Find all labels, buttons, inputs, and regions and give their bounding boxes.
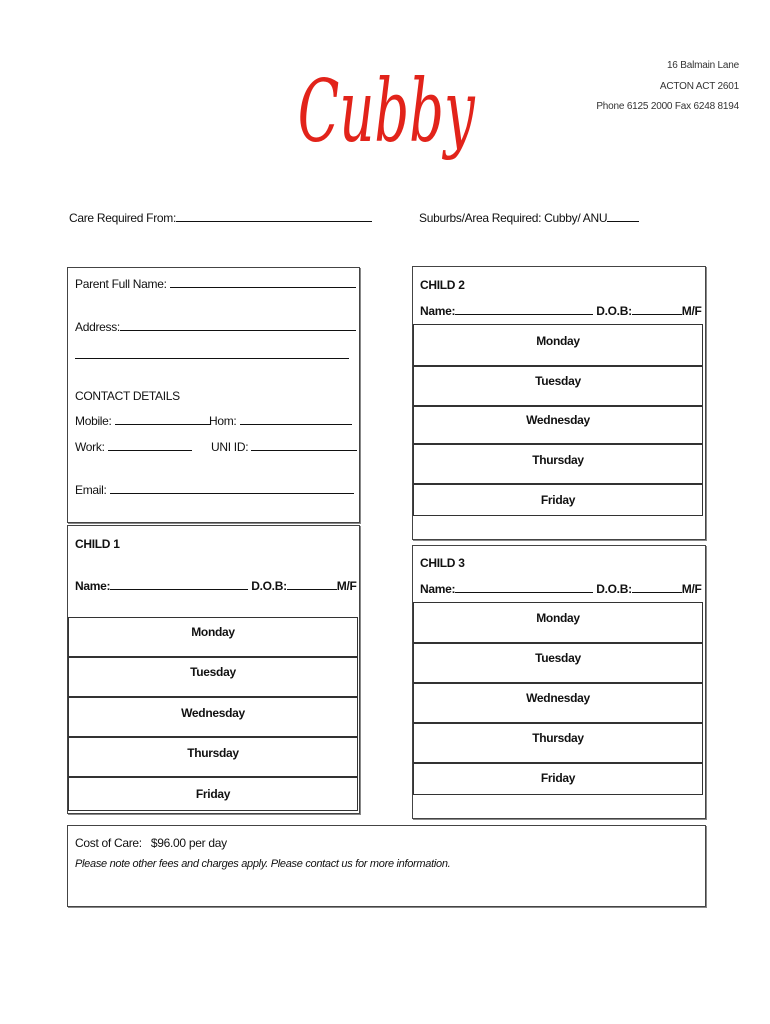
child-3-monday[interactable]	[413, 602, 703, 643]
child-2-wednesday[interactable]	[413, 406, 703, 444]
child-1-wednesday[interactable]	[68, 697, 358, 737]
day-label: Monday	[191, 625, 235, 639]
child-3-dob-blank[interactable]	[632, 582, 682, 593]
email-field[interactable]	[75, 483, 354, 497]
home-blank[interactable]	[240, 414, 352, 425]
suburbs-label: Suburbs/Area Required: Cubby/ ANU	[419, 211, 608, 225]
address-field[interactable]	[75, 320, 356, 334]
cost-label: Cost of Care:	[75, 836, 142, 850]
child-2-dob-label: D.O.B:	[596, 304, 632, 318]
child-2-mf[interactable]: M/F	[681, 304, 702, 318]
child-3-title: CHILD 3	[420, 556, 465, 570]
child-2-name-blank[interactable]	[455, 304, 593, 315]
home-label: Hom:	[209, 414, 237, 428]
child-3-wednesday[interactable]	[413, 683, 703, 723]
day-label: Wednesday	[526, 691, 590, 705]
cost-value: $96.00 per day	[150, 836, 227, 850]
parent-full-name-field[interactable]	[75, 277, 356, 291]
day-label: Thursday	[187, 746, 239, 760]
child-1-thursday[interactable]	[68, 737, 358, 777]
child-2-friday[interactable]	[413, 484, 703, 516]
parent-full-name-blank[interactable]	[170, 277, 356, 288]
child-2-tuesday[interactable]	[413, 366, 703, 406]
parent-full-name-label: Parent Full Name:	[75, 277, 167, 291]
cost-of-care-row	[75, 836, 227, 850]
child-2-thursday[interactable]	[413, 444, 703, 484]
fees-note: Please note other fees and charges apply. Please contact us for more information.	[75, 858, 451, 870]
suburbs-blank[interactable]	[607, 211, 639, 222]
child-2-monday[interactable]	[413, 324, 703, 366]
day-label: Friday	[540, 771, 576, 785]
suburbs-field[interactable]	[419, 211, 639, 225]
mobile-label: Mobile:	[75, 414, 112, 428]
day-label: Thursday	[532, 731, 584, 745]
cubby-logo	[296, 40, 475, 163]
child-2-name-row[interactable]	[420, 304, 702, 318]
child-3-friday[interactable]	[413, 763, 703, 795]
day-label: Tuesday	[190, 665, 236, 679]
mobile-field[interactable]	[75, 414, 211, 428]
child-1-friday[interactable]	[68, 777, 358, 811]
address-blank-1[interactable]	[120, 320, 356, 331]
day-label: Wednesday	[181, 706, 245, 720]
address-line-1: 16 Balmain Lane	[666, 60, 739, 71]
child-2-name-label: Name:	[420, 304, 456, 318]
child-3-mf[interactable]: M/F	[681, 582, 702, 596]
child-1-title: CHILD 1	[75, 537, 120, 551]
work-blank[interactable]	[108, 440, 192, 451]
work-field[interactable]	[75, 440, 192, 454]
child-2-dob-blank[interactable]	[632, 304, 682, 315]
work-label: Work:	[75, 440, 105, 454]
child-3-dob-label: D.O.B:	[596, 582, 632, 596]
child-3-name-label: Name:	[420, 582, 456, 596]
child-2-title: CHILD 2	[420, 278, 465, 292]
mobile-blank[interactable]	[115, 414, 211, 425]
care-required-from-label: Care Required From:	[69, 211, 177, 225]
day-label: Thursday	[532, 453, 584, 467]
address-label: Address:	[75, 320, 120, 334]
day-label: Friday	[540, 493, 576, 507]
day-label: Monday	[536, 611, 580, 625]
child-3-name-row[interactable]	[420, 582, 702, 596]
child-1-dob-label: D.O.B:	[251, 579, 287, 593]
email-blank[interactable]	[110, 483, 354, 494]
child-1-name-label: Name:	[75, 579, 111, 593]
child-1-name-row[interactable]	[75, 579, 357, 593]
day-label: Tuesday	[535, 374, 581, 388]
child-1-monday[interactable]	[68, 617, 358, 657]
contact-details-heading: CONTACT DETAILS	[75, 389, 180, 403]
home-field[interactable]	[209, 414, 352, 428]
uni-id-label: UNI ID:	[211, 440, 249, 454]
care-required-from-field[interactable]	[69, 211, 372, 225]
address-phone-fax: Phone 6125 2000 Fax 6248 8194	[596, 101, 739, 112]
day-label: Wednesday	[526, 413, 590, 427]
address-blank-2[interactable]	[75, 348, 349, 359]
address-field-line2[interactable]	[75, 348, 349, 362]
child-1-dob-blank[interactable]	[287, 579, 337, 590]
child-3-name-blank[interactable]	[455, 582, 593, 593]
day-label: Monday	[536, 334, 580, 348]
address-line-2: ACTON ACT 2601	[659, 81, 739, 92]
child-3-tuesday[interactable]	[413, 643, 703, 683]
uni-id-field[interactable]	[211, 440, 357, 454]
child-3-thursday[interactable]	[413, 723, 703, 763]
child-1-tuesday[interactable]	[68, 657, 358, 697]
day-label: Friday	[195, 787, 231, 801]
svg-text:Cubby: Cubby	[297, 62, 475, 163]
email-label: Email:	[75, 483, 107, 497]
care-required-from-blank[interactable]	[176, 211, 372, 222]
child-1-name-blank[interactable]	[110, 579, 248, 590]
day-label: Tuesday	[535, 651, 581, 665]
uni-id-blank[interactable]	[251, 440, 357, 451]
child-1-mf[interactable]: M/F	[336, 579, 357, 593]
